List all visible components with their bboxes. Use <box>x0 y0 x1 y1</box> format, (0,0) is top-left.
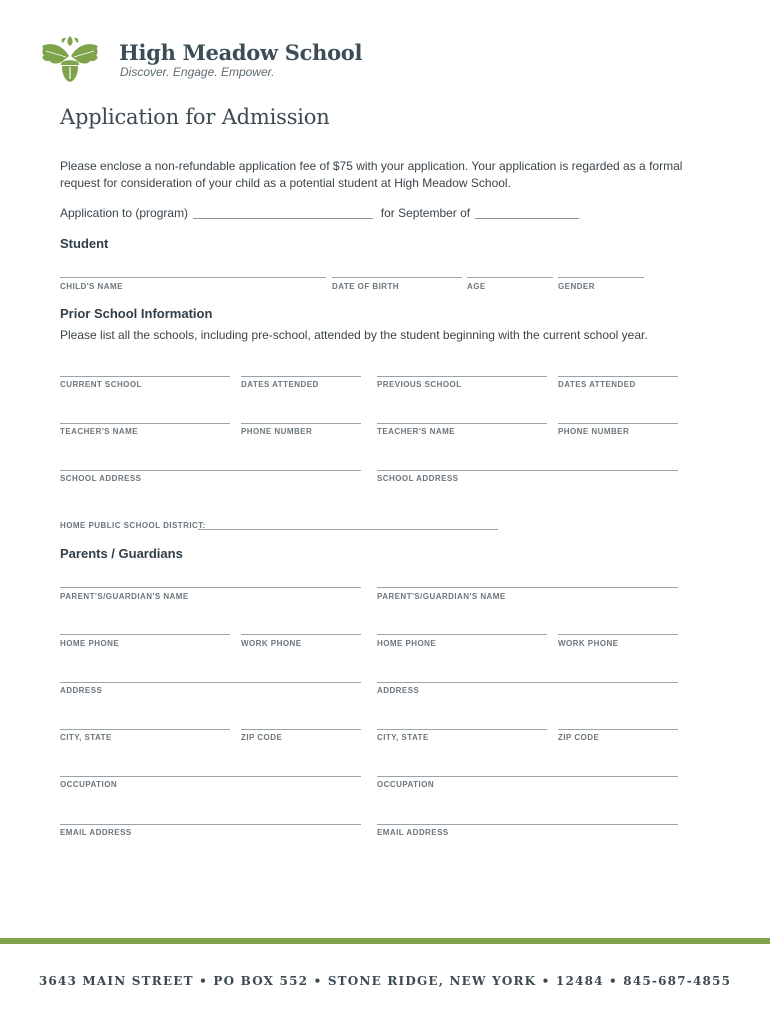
school-address-field[interactable] <box>377 470 678 471</box>
email-address-field[interactable] <box>60 824 361 825</box>
previous-school-field[interactable] <box>377 376 547 377</box>
field-caption: CHILD'S NAME <box>60 282 123 291</box>
home-phone-field[interactable] <box>377 634 547 635</box>
school-tagline: Discover. Engage. Empower. <box>120 65 275 79</box>
district-label: HOME PUBLIC SCHOOL DISTRICT: <box>60 521 206 530</box>
date-of-birth-field[interactable] <box>332 277 462 278</box>
guardian-name-field[interactable] <box>60 587 361 588</box>
zip-code-field[interactable] <box>241 729 361 730</box>
gender-field[interactable] <box>558 277 644 278</box>
current-school-field[interactable] <box>60 376 230 377</box>
program-label: Application to (program) <box>60 206 189 220</box>
field-caption: PHONE NUMBER <box>241 427 313 436</box>
field-caption: DATE OF BIRTH <box>332 282 400 291</box>
field-caption: AGE <box>467 282 486 291</box>
address-field[interactable] <box>60 682 361 683</box>
field-caption: OCCUPATION <box>60 780 118 789</box>
page-title: Application for Admission <box>60 105 330 129</box>
school-name: High Meadow School <box>119 40 363 65</box>
address-field[interactable] <box>377 682 678 683</box>
age-field[interactable] <box>467 277 553 278</box>
field-caption: WORK PHONE <box>241 639 302 648</box>
field-caption: EMAIL ADDRESS <box>60 828 132 837</box>
field-caption: PREVIOUS SCHOOL <box>377 380 462 389</box>
teachers-name-field[interactable] <box>377 423 547 424</box>
dates-attended-field[interactable] <box>241 376 361 377</box>
field-caption: PARENT'S/GUARDIAN'S NAME <box>377 592 506 601</box>
field-caption: PARENT'S/GUARDIAN'S NAME <box>60 592 189 601</box>
city-state-field[interactable] <box>60 729 230 730</box>
field-caption: PHONE NUMBER <box>558 427 630 436</box>
field-caption: DATES ATTENDED <box>558 380 636 389</box>
section-heading-prior-school: Prior School Information <box>60 306 213 321</box>
field-caption: TEACHER'S NAME <box>377 427 455 436</box>
field-caption: GENDER <box>558 282 595 291</box>
home-district-field[interactable] <box>198 529 498 530</box>
occupation-field[interactable] <box>377 776 678 777</box>
field-caption: SCHOOL ADDRESS <box>377 474 459 483</box>
email-address-field[interactable] <box>377 824 678 825</box>
field-caption: SCHOOL ADDRESS <box>60 474 142 483</box>
program-row <box>60 206 579 220</box>
occupation-field[interactable] <box>60 776 361 777</box>
prior-school-note: Please list all the schools, including pre-school, attended by the student beginning with the current school year. <box>60 328 648 342</box>
field-caption: HOME PHONE <box>377 639 437 648</box>
program-field[interactable] <box>193 206 373 219</box>
field-caption: ZIP CODE <box>558 733 600 742</box>
september-year-field[interactable] <box>475 206 579 219</box>
footer-address: 3643 MAIN STREET • PO BOX 552 • STONE RIDGE, NEW YORK • 12484 • 845-687-4855 <box>38 974 732 988</box>
september-label: for September of <box>380 206 471 220</box>
field-caption: TEACHER'S NAME <box>60 427 138 436</box>
city-state-field[interactable] <box>377 729 547 730</box>
field-caption: HOME PHONE <box>60 639 120 648</box>
zip-code-field[interactable] <box>558 729 678 730</box>
field-caption: CITY, STATE <box>377 733 429 742</box>
dates-attended-field[interactable] <box>558 376 678 377</box>
field-caption: CITY, STATE <box>60 733 112 742</box>
teachers-name-field[interactable] <box>60 423 230 424</box>
field-caption: ADDRESS <box>377 686 420 695</box>
school-address-field[interactable] <box>60 470 361 471</box>
guardian-name-field[interactable] <box>377 587 678 588</box>
section-heading-parents: Parents / Guardians <box>60 546 183 561</box>
work-phone-field[interactable] <box>241 634 361 635</box>
home-phone-field[interactable] <box>60 634 230 635</box>
field-caption: ADDRESS <box>60 686 103 695</box>
footer-divider <box>0 938 770 944</box>
oak-leaves-acorn-icon <box>36 34 104 84</box>
field-caption: ZIP CODE <box>241 733 283 742</box>
field-caption: WORK PHONE <box>558 639 619 648</box>
field-caption: CURRENT SCHOOL <box>60 380 142 389</box>
work-phone-field[interactable] <box>558 634 678 635</box>
section-heading-student: Student <box>60 236 109 251</box>
childs-name-field[interactable] <box>60 277 326 278</box>
intro-paragraph: Please enclose a non-refundable application fee of $75 with your application. Your application is regarded as a formal request for consideration of your child as a potential student at High Meadow School. <box>60 159 683 190</box>
phone-number-field[interactable] <box>558 423 678 424</box>
phone-number-field[interactable] <box>241 423 361 424</box>
field-caption: OCCUPATION <box>377 780 435 789</box>
field-caption: EMAIL ADDRESS <box>377 828 449 837</box>
field-caption: DATES ATTENDED <box>241 380 319 389</box>
